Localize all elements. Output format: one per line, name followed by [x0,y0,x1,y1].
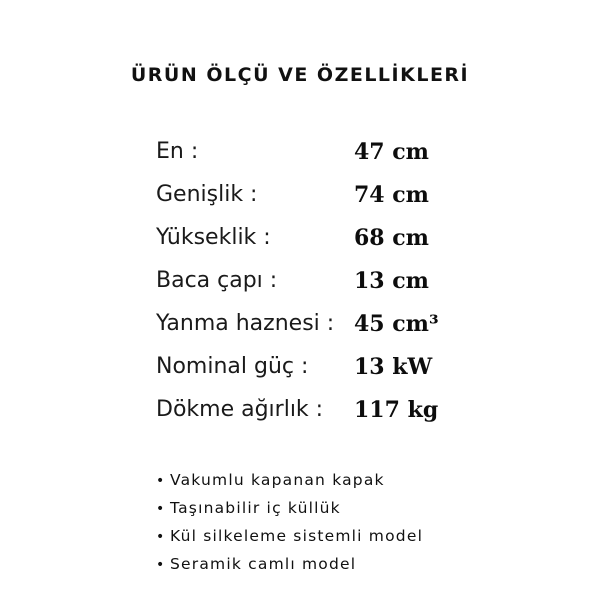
spec-label: Genişlik : [156,182,258,207]
spec-value: 45 cm³ [354,311,439,337]
spec-row-width [156,136,486,179]
feature-text: Kül silkeleme sistemli model [170,527,424,545]
page-title: ÜRÜN ÖLÇÜ VE ÖZELLİKLERİ [130,64,470,86]
spec-value: 68 cm [354,225,429,251]
spec-value: 13 cm [354,268,429,294]
spec-value: 74 cm [354,182,429,208]
feature-text: Vakumlu kapanan kapak [170,471,385,489]
spec-row-combustion-chamber [156,308,486,351]
spec-label: Nominal güç : [156,354,309,379]
spec-row-cast-weight [156,394,486,437]
spec-label: Yanma haznesi : [156,311,335,336]
spec-value: 117 kg [354,397,439,423]
spec-label: Yükseklik : [156,225,271,250]
feature-item [156,494,423,522]
spec-value: 13 kW [354,354,433,380]
feature-item [156,550,423,578]
feature-text: Taşınabilir iç küllük [170,499,341,517]
spec-value: 47 cm [354,139,429,165]
feature-text: Seramik camlı model [170,555,357,573]
bullet-icon: • [156,473,165,489]
spec-row-nominal-power [156,351,486,394]
spec-label: Baca çapı : [156,268,278,293]
bullet-icon: • [156,529,165,545]
spec-row-flue-diameter [156,265,486,308]
spec-row-height [156,222,486,265]
feature-item [156,466,423,494]
spec-label: Dökme ağırlık : [156,397,324,422]
spec-row-depth [156,179,486,222]
spec-table [156,136,486,437]
feature-list [156,466,423,578]
feature-item [156,522,423,550]
bullet-icon: • [156,501,165,517]
spec-label: En : [156,139,199,164]
bullet-icon: • [156,557,165,573]
